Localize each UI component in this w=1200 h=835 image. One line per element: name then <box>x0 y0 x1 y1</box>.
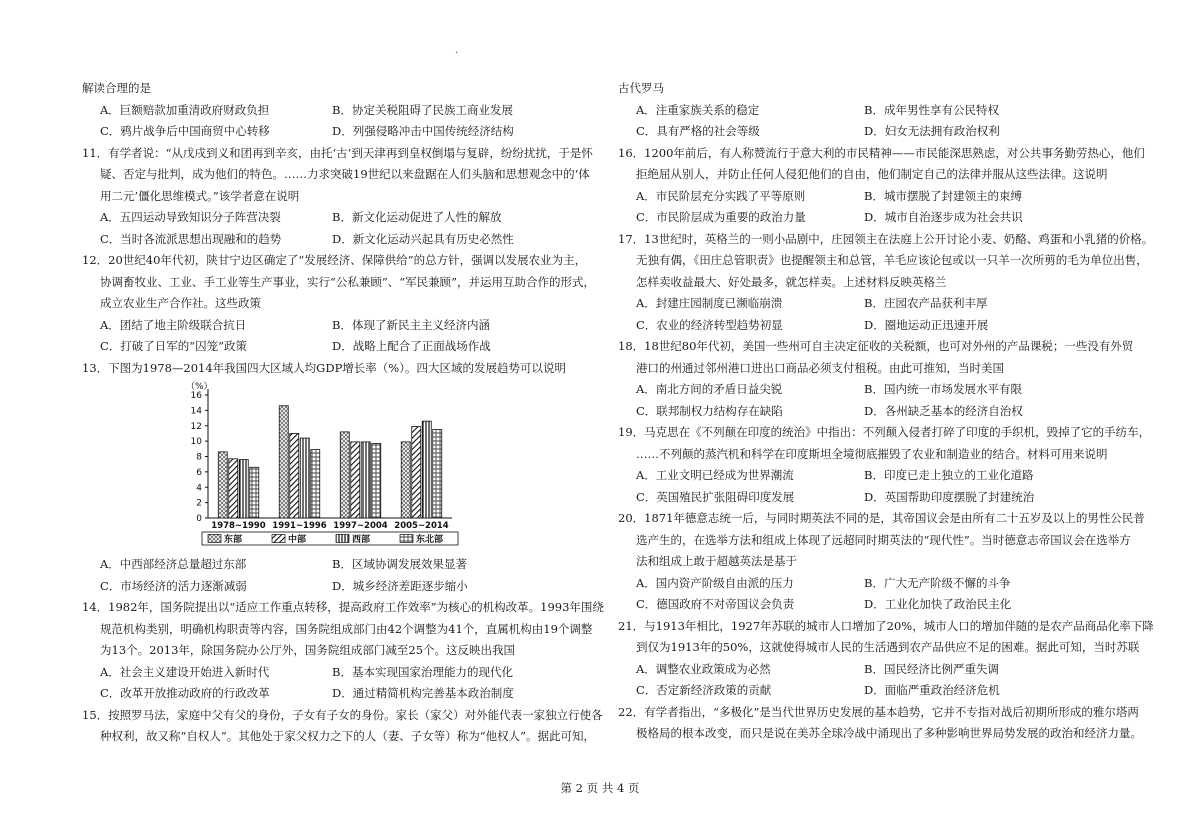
y-axis-unit-label: （%） <box>186 382 213 392</box>
bar-1-3 <box>340 432 349 518</box>
q18-stem-line2: 港口的州通过邻州港口进出口商品必须支付租税。由此可推知，当时美国 <box>636 360 1004 375</box>
q16-option-c[interactable]: C．市民阶层成为重要的政治力量 <box>636 210 806 224</box>
q21-stem-line1: 21．与1913年相比，1927年苏联的城市人口增加了20%，城市人口的增加伴随的是农产品商品化率下降 <box>618 618 1154 633</box>
q21-options-row2 <box>618 680 1166 702</box>
bar-3-3 <box>361 442 370 518</box>
y-tick-label: 12 <box>190 421 202 432</box>
q18-stem-line1: 18．18世纪80年代初，美国一些州可自主决定征收的关税额，也可对外州的产品课税；一些没有外贸 <box>618 339 1134 353</box>
legend-label-2: 中部 <box>288 535 307 545</box>
q16-options-row2 <box>618 207 1166 229</box>
bar-3-1 <box>239 460 248 518</box>
q12-options-row1 <box>82 315 602 337</box>
q14-option-b[interactable]: B．基本实现国家治理能力的现代化 <box>332 664 513 679</box>
page-footer: 第 2 页 共 4 页 <box>560 781 640 795</box>
q17-option-a[interactable]: A．封建庄园制度已濒临崩溃 <box>636 296 783 310</box>
scan-mark: · <box>455 48 459 59</box>
q20-stem-line2: 选产生的，在选举方法和组成上体现了远超同时期英法的“现代性”。当时德意志帝国议会在选举方 <box>636 532 1131 547</box>
q20-stem-line1: 20．1871年德意志统一后，与同时期英法不同的是，其帝国议会是由所有二十五岁及以上的男性公民普 <box>618 511 1145 525</box>
q14-stem-line3: 为13个。2013年，除国务院办公厅外，国务院组成部门减至25个。这反映出我国 <box>100 643 516 657</box>
q16-option-b[interactable]: B．城市摆脱了封建领主的束缚 <box>864 188 1022 203</box>
left-column <box>82 78 602 748</box>
q17-stem-line1: 17．13世纪时，英格兰的一则小品剧中，庄园领主在法庭上公开讨论小麦、奶酪、鸡蛋和小乳猪的价格。 <box>618 231 1154 246</box>
q19-option-d[interactable]: D．英国帮助印度摆脱了封建统治 <box>864 489 1035 504</box>
q10-option-c[interactable]: C．鸦片战争后中国商贸中心转移 <box>100 124 270 138</box>
y-tick-label: 6 <box>196 467 202 478</box>
bar-4-4 <box>433 430 442 518</box>
q12-option-b[interactable]: B．体现了新民主主义经济内涵 <box>332 317 490 332</box>
q18-options-row1 <box>618 379 1166 401</box>
bar-1-4 <box>401 442 410 518</box>
q11-option-a[interactable]: A．五四运动导致知识分子阵营决裂 <box>100 210 281 224</box>
right-column <box>618 78 1166 745</box>
q16-option-a[interactable]: A．市民阶层充分实践了平等原则 <box>636 188 806 203</box>
q12-option-d[interactable]: D．战略上配合了正面战场作战 <box>332 339 491 353</box>
q19-stem-line1: 19．马克思在《不列颠在印度的统治》中指出：不列颠入侵者打碎了印度的手织机，毁掉了它的手纺车， <box>618 425 1151 439</box>
q14-option-d[interactable]: D．通过精简机构完善基本政治制度 <box>332 686 514 700</box>
bar-chart-svg <box>182 379 482 554</box>
q15-option-b[interactable]: B．成年男性享有公民特权 <box>864 102 999 117</box>
q10-options-row2 <box>82 121 602 143</box>
q18-options-row2 <box>618 401 1166 423</box>
q14-options-row1 <box>82 662 602 684</box>
q17-stem-line3: 怎样卖收益最大、好处最多，就怎样卖。上述材料反映英格兰 <box>636 274 947 289</box>
q15-options-row2 <box>618 121 1166 143</box>
q12-stem-line1: 12．20世纪40年代初，陕甘宁边区确定了“发展经济、保障供给”的总方针，强调以发展农业为主， <box>82 253 587 267</box>
q21-options-row1 <box>618 659 1166 681</box>
legend-label-1: 东部 <box>224 535 243 545</box>
q13-option-d[interactable]: D．城乡经济差距逐步缩小 <box>332 578 468 593</box>
q11-stem-line1: 11．有学者说：“从戊戌到义和团再到辛亥，由托‘古’到天津再到皇权倒塌与复辟，纷纷扰扰，于是怀 <box>82 145 593 160</box>
q17-stem-line2: 无独有偶，《田庄总管职责》也提醒领主和总管，羊毛应该论包或以一只羊一次所剪的毛为单位出售， <box>636 253 1148 267</box>
bar-3-2 <box>300 438 309 518</box>
q12-stem-line3: 成立农业生产合作社。这些政策 <box>100 296 261 310</box>
q22-stem-line1: 22．有学者指出，“多极化”是当代世界历史发展的基本趋势，它并不专指对战后初期所形成的雅尔塔两 <box>618 704 1139 719</box>
q15-stem-continued: 古代罗马 <box>618 81 664 95</box>
q18-option-c[interactable]: C．联邦制权力结构存在缺陷 <box>636 403 783 418</box>
q15-option-c[interactable]: C．具有严格的社会等级 <box>636 124 760 138</box>
q19-option-c[interactable]: C．英国殖民扩张阻碍印度发展 <box>636 489 795 504</box>
q17-option-b[interactable]: B．庄园农产品获利丰厚 <box>864 296 988 310</box>
q21-option-a[interactable]: A．调整农业政策成为必然 <box>636 661 771 676</box>
q11-option-b[interactable]: B．新文化运动促进了人性的解放 <box>332 210 502 224</box>
q15-options-row1 <box>618 100 1166 122</box>
legend-label-4: 东北部 <box>416 535 444 545</box>
q10-option-d[interactable]: D．列强侵略冲击中国传统经济结构 <box>332 124 514 138</box>
q14-stem-line1: 14．1982年，国务院提出以“适应工作重点转移，提高政府工作效率”为核心的机构改革。1993年围绕 <box>82 600 604 614</box>
bar-2-4 <box>412 427 421 518</box>
bar-2-1 <box>229 459 238 518</box>
bar-2-2 <box>290 433 299 518</box>
y-tick-label: 0 <box>196 514 202 524</box>
q13-option-c[interactable]: C．市场经济的活力逐渐减弱 <box>100 578 247 593</box>
q19-option-b[interactable]: B．印度已走上独立的工业化道路 <box>864 468 1034 482</box>
intro-line: 解读合理的是 <box>82 81 151 95</box>
q13-option-a[interactable]: A．中西部经济总量超过东部 <box>100 557 247 571</box>
q11-options-row2 <box>82 229 602 251</box>
bar-1-2 <box>279 406 288 518</box>
q17-options-row1 <box>618 293 1166 315</box>
q16-stem-line1: 16．1200年前后，有人称赞流行于意大利的市民精神——市民能深思熟虑，对公共事务勤劳热心，他们 <box>618 145 1145 160</box>
q11-stem-line2: 疑、否定与批判，成为他们的特色。……力求突破19世纪以来盘踞在人们头脑和思想观念中的‘体 <box>100 167 590 181</box>
q21-option-c[interactable]: C．否定新经济政策的贡献 <box>636 683 772 697</box>
q20-option-b[interactable]: B．广大无产阶级不懈的斗争 <box>864 575 1011 590</box>
q15-option-d[interactable]: D．妇女无法拥有政治权利 <box>864 124 1000 138</box>
y-tick-label: 10 <box>190 437 202 448</box>
q15-stem-line1: 15．按照罗马法，家庭中父有父的身份，子女有子女的身份。家长（家父）对外能代表一家独立行使各 <box>82 707 603 722</box>
q14-option-c[interactable]: C．改革开放推动政府的行政改革 <box>100 686 270 700</box>
q14-stem-line2: 规范机构类别，明确机构职责等内容，国务院组成部门由42个调整为41个，直属机构由19个调整 <box>100 621 593 636</box>
y-tick-label: 2 <box>196 498 202 509</box>
x-tick-label: 1997~2004 <box>333 521 388 531</box>
q16-option-d[interactable]: D．城市自治逐步成为社会共识 <box>864 210 1023 224</box>
q21-stem-line2: 到仅为1913年的50%，这就使得城市人民的生活遇到农产品供应不足的困难。据此可知，当时苏联 <box>636 640 1140 654</box>
q18-option-d[interactable]: D．各州缺乏基本的经济自治权 <box>864 403 1023 418</box>
x-tick-label: 2005~2014 <box>394 521 449 531</box>
bar-4-1 <box>250 467 259 518</box>
legend-swatch-2 <box>272 535 285 543</box>
y-tick-label: 8 <box>196 452 202 463</box>
q13-options-row1 <box>82 554 602 576</box>
q17-options-row2 <box>618 315 1166 337</box>
q11-stem-line3: 用二元’僵化思维模式。”该学者意在说明 <box>100 188 300 203</box>
q11-option-c[interactable]: C．当时各流派思想出现融和的趋势 <box>100 231 282 246</box>
q22-stem-line2: 极格局的根本改变，而只是说在美苏全球冷战中涌现出了多种影响世界局势发展的政治和经济力量。 <box>636 726 1142 740</box>
bar-2-3 <box>351 442 360 518</box>
q18-option-a[interactable]: A．南北方间的矛盾日益尖锐 <box>636 382 783 396</box>
legend-label-3: 西部 <box>352 535 371 545</box>
q20-option-c[interactable]: C．德国政府不对帝国议会负责 <box>636 597 795 611</box>
q19-options-row1 <box>618 465 1166 487</box>
q13-stem-line: 13．下图为1978—2014年我国四大区域人均GDP增长率（%）。四大区域的发展趋势可以说明 <box>82 360 566 375</box>
bar-4-2 <box>311 450 320 518</box>
q20-option-a[interactable]: A．国内资产阶级自由派的压力 <box>636 575 794 590</box>
q15-option-a[interactable]: A．注重家族关系的稳定 <box>636 102 760 117</box>
x-tick-label: 1991~1996 <box>272 521 327 531</box>
q14-options-row2 <box>82 683 602 705</box>
legend-swatch-4 <box>400 535 413 543</box>
q12-options-row2 <box>82 336 602 358</box>
q19-stem-line2: ……不列颠的蒸汽机和科学在印度斯坦全境彻底摧毁了农业和制造业的结合。材料可用来说明 <box>636 446 1108 461</box>
q10-option-b[interactable]: B．协定关税阻碍了民族工商业发展 <box>332 102 513 117</box>
q12-stem-line2: 协调畜牧业、工业、手工业等生产事业，实行“公私兼顾”、“军民兼顾”，并运用互助合作的形式， <box>100 274 596 289</box>
q14-option-a[interactable]: A．社会主义建设开始进入新时代 <box>100 664 270 679</box>
q16-stem-line2: 拒绝屈从别人，并防止任何人侵犯他们的自由，他们制定自己的法律并服从这些法律。这说明 <box>636 167 1108 181</box>
bar-4-3 <box>372 443 381 518</box>
legend-swatch-1 <box>208 535 221 543</box>
q19-options-row2 <box>618 487 1166 509</box>
q13-options-row2 <box>82 576 602 598</box>
q19-option-a[interactable]: A．工业文明已经成为世界潮流 <box>636 468 794 482</box>
q11-options-row1 <box>82 207 602 229</box>
y-tick-label: 16 <box>190 391 202 401</box>
q20-option-d[interactable]: D．工业化加快了政治民主化 <box>864 597 1012 611</box>
legend-swatch-3 <box>336 535 349 543</box>
q21-option-b[interactable]: B．国民经济比例严重失调 <box>864 661 999 676</box>
bar-3-4 <box>422 421 431 518</box>
q20-options-row1 <box>618 573 1166 595</box>
q20-stem-line3: 法和组成上敢于超越英法是基于 <box>636 554 797 568</box>
q21-option-d[interactable]: D．面临严重政治经济危机 <box>864 683 1000 697</box>
q11-option-d[interactable]: D．新文化运动兴起具有历史必然性 <box>332 231 514 246</box>
y-tick-label: 14 <box>190 406 202 417</box>
q16-options-row1 <box>618 186 1166 208</box>
gdp-growth-chart <box>182 379 602 554</box>
q20-options-row2 <box>618 594 1166 616</box>
bar-1-1 <box>218 452 227 518</box>
q15-stem-line2: 种权利，故又称“自权人”。其他处于家父权力之下的人（妻、子女等）称为“他权人”。据此可知， <box>100 729 596 743</box>
q12-option-c[interactable]: C．打破了日军的“囚笼”政策 <box>100 339 248 353</box>
q17-option-c[interactable]: C．农业的经济转型趋势初显 <box>636 317 783 332</box>
q10-options-row1 <box>82 100 602 122</box>
q18-option-b[interactable]: B．国内统一市场发展水平有限 <box>864 382 1022 396</box>
x-tick-label: 1978~1990 <box>211 521 266 531</box>
q17-option-d[interactable]: D．圈地运动正迅速开展 <box>864 317 989 332</box>
q12-option-a[interactable]: A．团结了地主阶级联合抗日 <box>100 317 247 332</box>
y-tick-label: 4 <box>196 483 202 494</box>
q10-option-a[interactable]: A．巨额赔款加重清政府财政负担 <box>100 102 270 117</box>
q13-option-b[interactable]: B．区域协调发展效果显著 <box>332 557 467 571</box>
